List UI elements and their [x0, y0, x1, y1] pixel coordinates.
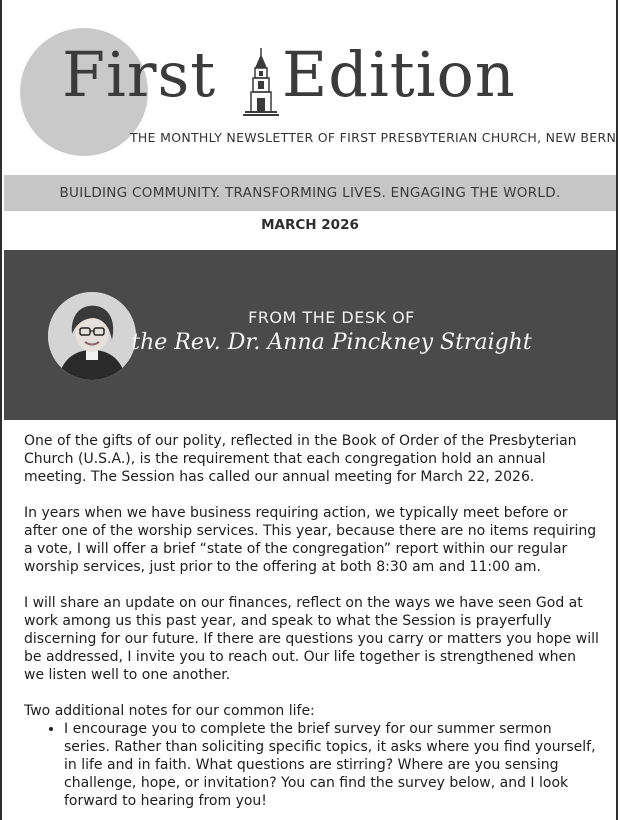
article-paragraph: Two additional notes for our common life: [24, 703, 315, 719]
issue-date: MARCH 2026 [261, 217, 359, 233]
tagline-band: BUILDING COMMUNITY. TRANSFORMING LIVES. ENGAGING THE WORLD. [4, 175, 616, 211]
list-item: • I encourage you to complete the brief survey for our summer sermon series. Rather than soliciting specific topics, it asks where you find yourself, in life and in faith. What questions are stirring? Where are you sensing challenge, hope, or invitation? You can find the survey below, and I look forward to hearing from you! [64, 720, 599, 810]
masthead [0, 0, 620, 175]
desk-heading: FROM THE DESK OF [248, 308, 415, 327]
article-paragraph: One of the gifts of our polity, reflected in the Book of Order of the Presbyterian Church (U.S.A.), is the requirement that each congregation hold an annual meeting. The Session has called our annual meeting for March 22, 2026. [24, 433, 577, 485]
masthead-title-first: First [62, 38, 217, 111]
article-paragraph: In years when we have business requiring action, we typically meet before or after one of the worship services. This year, because there are no items requiring a vote, I will offer a brief “state of the congregation” report within our regular worship services, just prior to the offering at both 8:30 am and 11:00 am. [24, 505, 597, 575]
desk-banner [4, 250, 616, 420]
notes-list [24, 720, 599, 810]
masthead-title-edition: Edition [282, 38, 516, 111]
article-paragraph: I will share an update on our finances, reflect on the ways we have seen God at work among us this past year, and speak to what the Session is prayerfully discerning for our future. If there are questions you carry or matters you hope will be addressed, I invite you to reach out. Our life together is strengthened when we listen well to one another. [24, 595, 599, 683]
article-body [24, 432, 599, 810]
masthead-subtitle: THE MONTHLY NEWSLETTER OF FIRST PRESBYTERIAN CHURCH, NEW BERN [130, 130, 617, 145]
church-steeple-icon [243, 48, 279, 120]
desk-author-name: the Rev. Dr. Anna Pinckney Straight [131, 330, 532, 355]
